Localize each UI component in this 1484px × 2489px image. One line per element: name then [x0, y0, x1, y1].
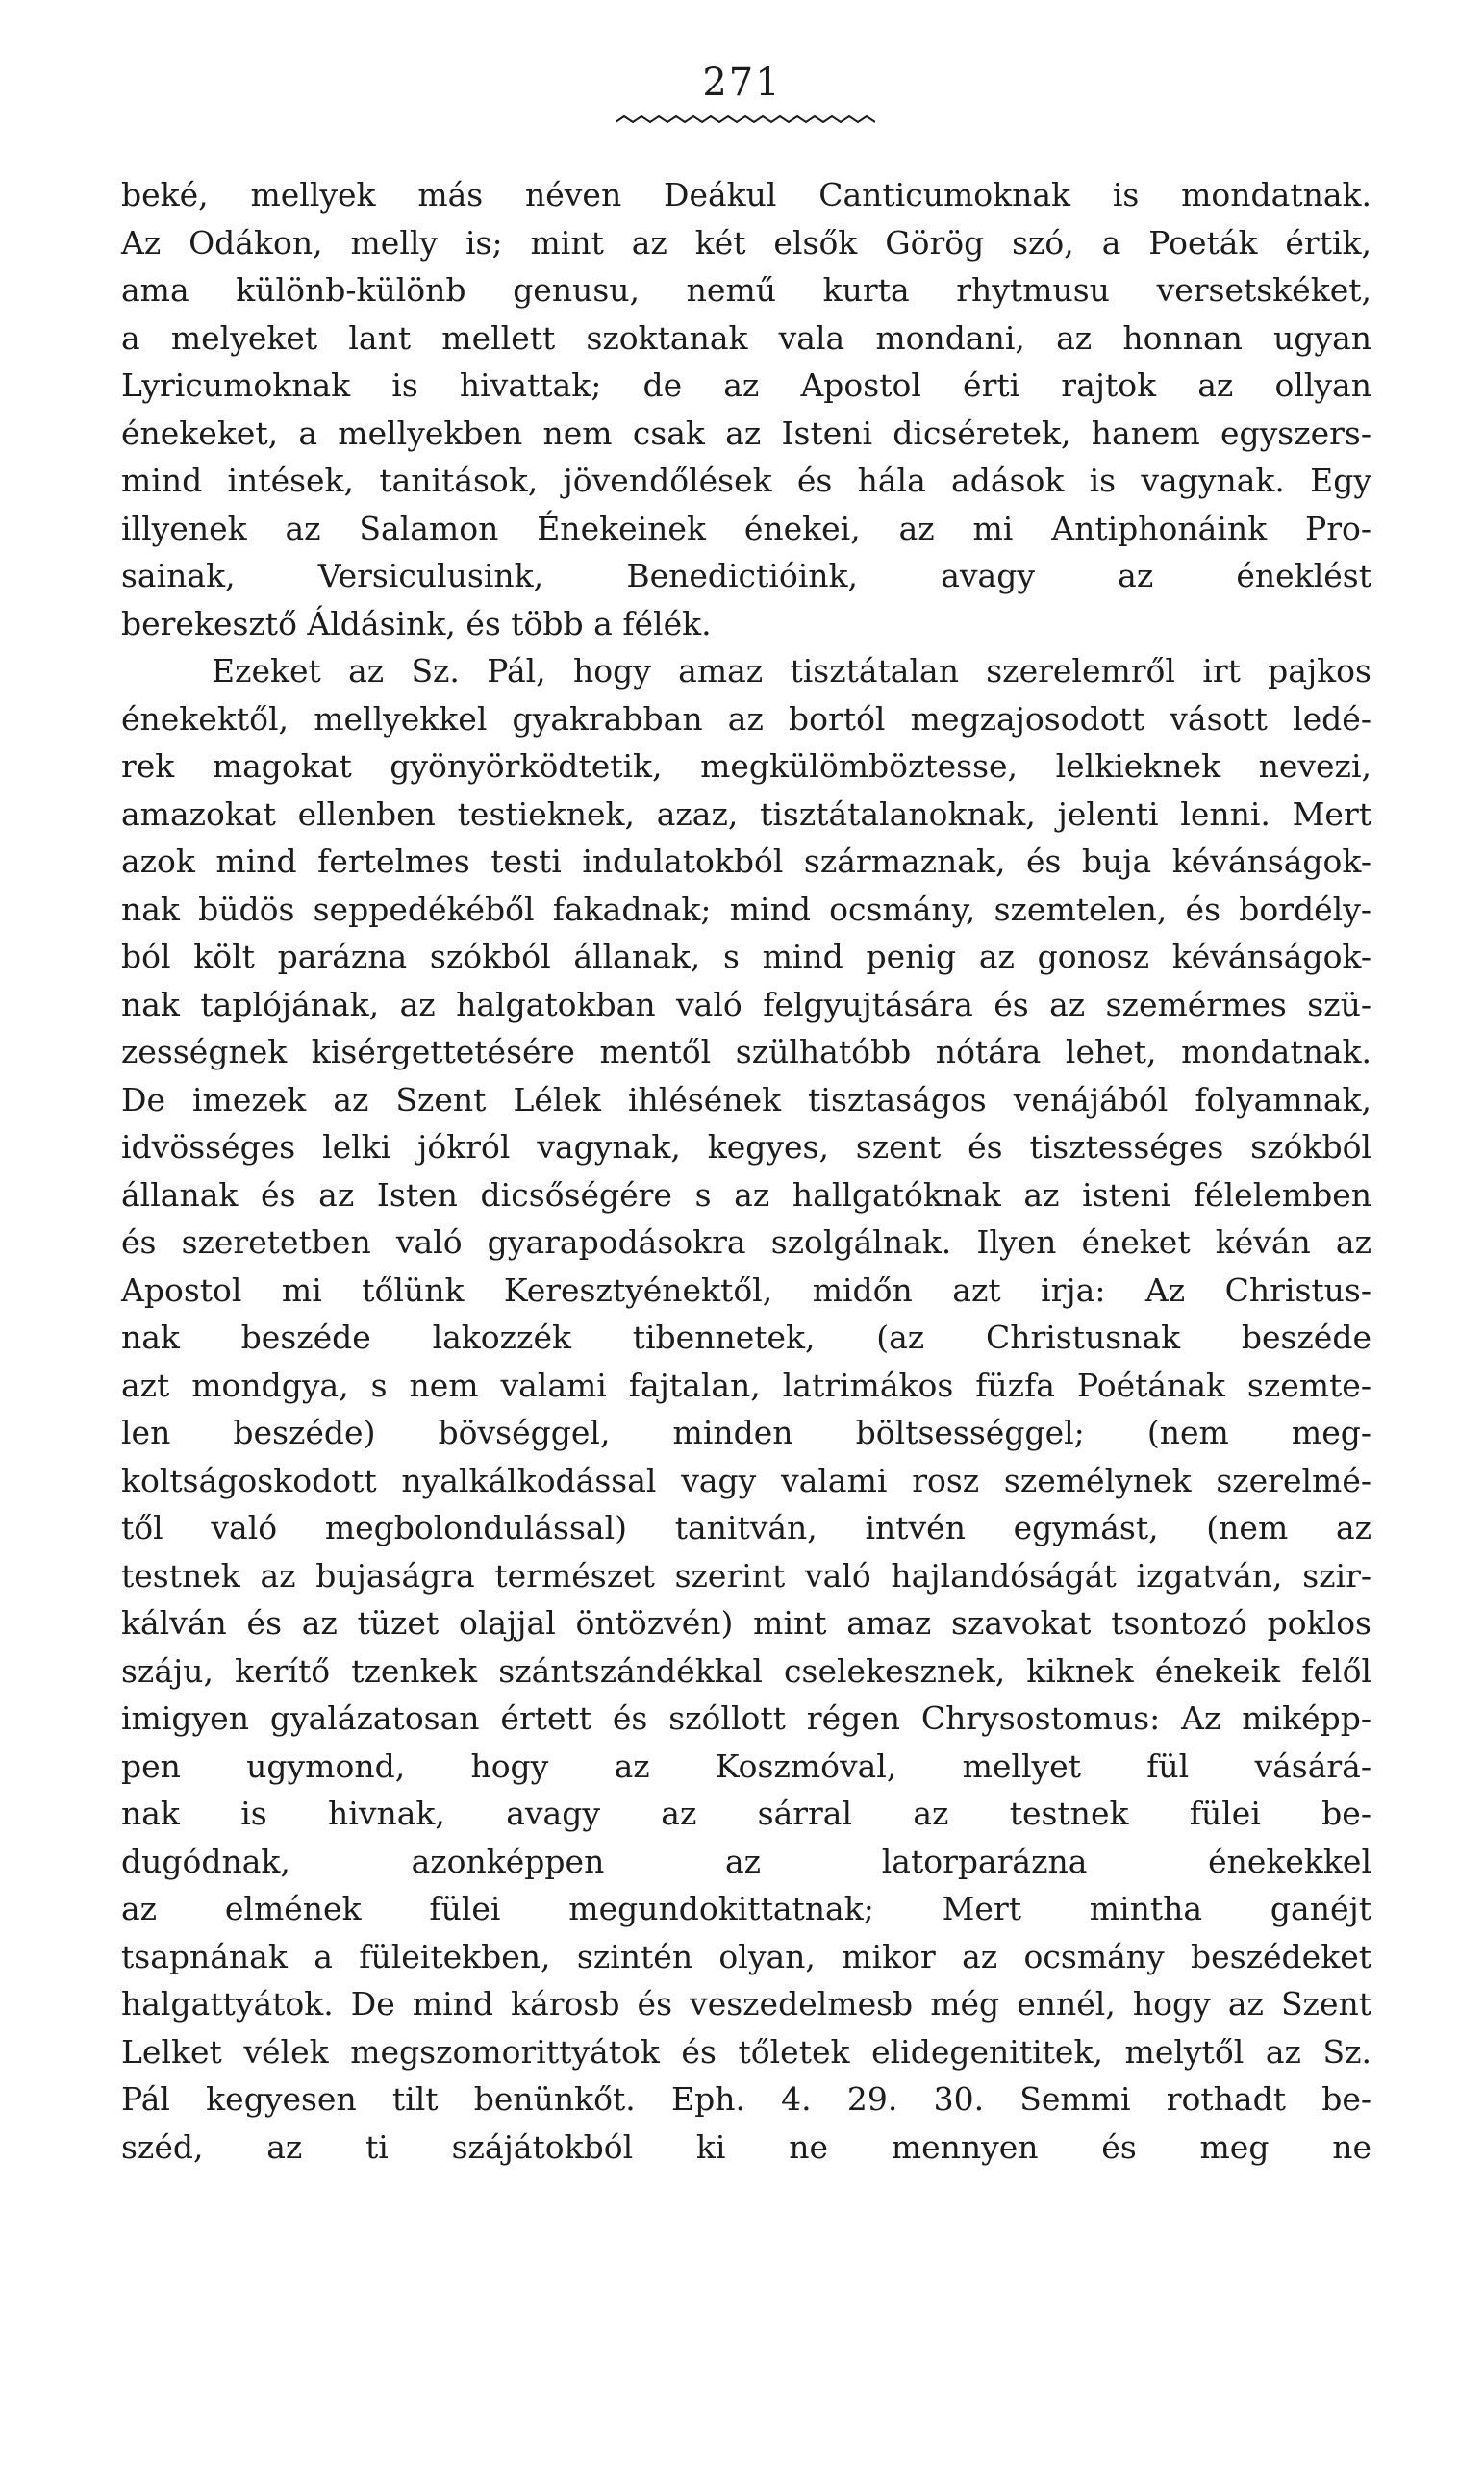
text-line: száju, kerítő tzenkek szántszándékkal cselekesznek, kiknek énekeik felől [121, 1651, 1371, 1690]
text-line: koltságoskodott nyalkálkodással vagy valami rosz személynek szerelmé- [121, 1461, 1371, 1499]
text-line: pen ugymond, hogy az Koszmóval, mellyet fül vásárá- [121, 1747, 1371, 1785]
text-line: Lyricumoknak is hivattak; de az Apostol érti rajtok az ollyan [121, 366, 1371, 404]
text-line: imigyen gyalázatosan értett és szóllott régen Chrysostomus: Az miképp- [121, 1699, 1371, 1737]
text-line: széd, az ti szájátokból ki ne mennyen és meg ne [121, 2127, 1371, 2166]
text-line: Lelket vélek megszomorittyátok és tőletek elidegenititek, melytől az Sz. [121, 2032, 1371, 2071]
text-line: azok mind fertelmes testi indulatokból származnak, és buja kévánságok- [121, 842, 1371, 880]
text-line: kálván és az tüzet olajjal öntözvén) mint amaz szavokat tsontozó poklos [121, 1604, 1371, 1642]
text-line: berekesztő Áldásink, és több a félék. [121, 604, 712, 642]
text-line: nak büdös seppedékéből fakadnak; mind ocsmány, szemtelen, és bordély- [121, 890, 1371, 928]
text-line: nak beszéde lakozzék tibennetek, (az Christusnak beszéde [121, 1319, 1371, 1356]
text-line: dugódnak, azonképpen az latorparázna énekekkel [121, 1842, 1371, 1880]
text-line: illyenek az Salamon Énekeinek énekei, az mi Antiphonáink Pro- [121, 509, 1371, 547]
text-line: amazokat ellenben testieknek, azaz, tisztátalanoknak, jelenti lenni. Mert [121, 794, 1371, 833]
text-line: len beszéde) bövséggel, minden böltsességgel; (nem meg- [121, 1414, 1371, 1451]
text-line: és szeretetben való gyarapodásokra szolgálnak. Ilyen éneket kéván az [121, 1223, 1371, 1261]
body-text [121, 171, 1371, 2171]
text-line: nak is hivnak, avagy az sárral az testnek fülei be- [121, 1795, 1371, 1832]
text-line: ból költ parázna szókból állanak, s mind penig az gonosz kévánságok- [121, 938, 1371, 975]
text-line: idvösséges lelki jókról vagynak, kegyes, szent és tisztességes szókból [121, 1128, 1371, 1166]
text-line: ama különb-különb genusu, nemű kurta rhytmusu versetskéket, [121, 271, 1371, 309]
text-line: Pál kegyesen tilt benünkőt. Eph. 4. 29. 30. Semmi rothadt be- [121, 2080, 1371, 2118]
text-line: Ezeket az Sz. Pál, hogy amaz tisztátalan szerelemről irt pajkos [212, 652, 1371, 690]
text-line: Az Odákon, melly is; mint az két elsők Görög szó, a Poeták értik, [121, 223, 1371, 262]
text-line: halgattyátok. De mind károsb és veszedelmesb még ennél, hogy az Szent [121, 1985, 1371, 2023]
text-line: De imezek az Szent Lélek ihlésének tisztaságos venájából folyamnak, [121, 1080, 1371, 1119]
text-line: nak taplójának, az halgatokban való felgyujtására és az szemérmes szü- [121, 985, 1371, 1023]
text-line: től való megbolondulással) tanitván, intvén egymást, (nem az [121, 1509, 1371, 1546]
text-line: Apostol mi tőlünk Keresztyénektől, midőn azt irja: Az Christus- [121, 1270, 1371, 1309]
text-line: azt mondgya, s nem valami fajtalan, latrimákos füzfa Poétának szemte- [121, 1366, 1371, 1404]
text-line: az elmének fülei megundokittatnak; Mert mintha ganéjt [121, 1890, 1371, 1927]
text-line: énekektől, mellyekkel gyakrabban az bortól megzajosodott vásott ledé- [121, 699, 1371, 738]
text-line: beké, mellyek más néven Deákul Canticumoknak is mondatnak. [121, 176, 1371, 214]
text-line: mind intések, tanitások, jövendőlések és hála adások is vagynak. Egy [121, 462, 1371, 499]
decorative-wavy-rule [616, 113, 875, 127]
text-line: énekeket, a mellyekben nem csak az Isteni dicséretek, hanem egyszers- [121, 414, 1371, 452]
text-line: zességnek kisérgettetésére mentől szülhatóbb nótára lehet, mondatnak. [121, 1033, 1371, 1070]
text-line: tsapnának a füleitekben, szintén olyan, mikor az ocsmány beszédeket [121, 1937, 1371, 1975]
text-line: a melyeket lant mellett szoktanak vala mondani, az honnan ugyan [121, 318, 1371, 357]
text-line: sainak, Versiculusink, Benedictióink, avagy az éneklést [121, 557, 1371, 594]
page-number: 271 [702, 61, 782, 105]
text-line: testnek az bujaságra természet szerint való hajlandóságát izgatván, szir- [121, 1556, 1371, 1595]
text-line: állanak és az Isten dicsőségére s az hallgatóknak az isteni félelemben [121, 1175, 1371, 1214]
text-line: rek magokat gyönyörködtetik, megkülömböztesse, lelkieknek nevezi, [121, 747, 1371, 785]
